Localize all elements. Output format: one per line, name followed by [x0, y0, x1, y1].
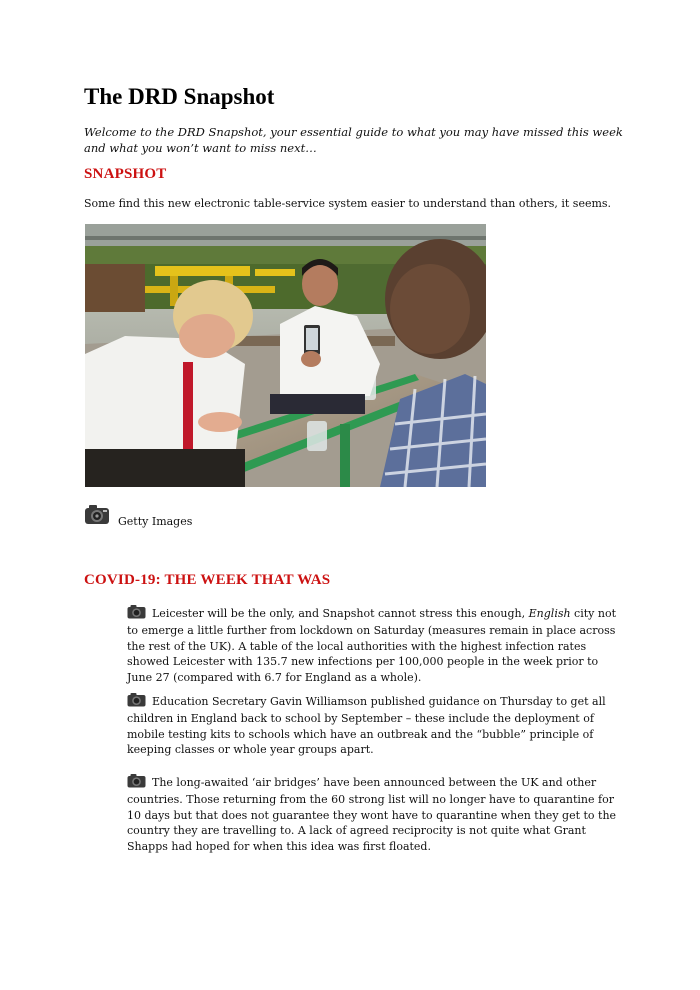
- snapshot-photo: [85, 224, 486, 487]
- covid-item-3: [127, 773, 617, 854]
- document-title: The DRD Snapshot: [84, 84, 275, 109]
- covid-item-1: [127, 604, 617, 685]
- camera-icon: [127, 604, 146, 623]
- credit-text: Getty Images: [118, 515, 193, 528]
- intro-text: Welcome to the DRD Snapshot, your essential guide to what you may have missed this week and what you won’t want to miss next…: [84, 125, 623, 155]
- photo-illustration: [85, 224, 486, 487]
- covid-item-2: [127, 692, 617, 758]
- camera-icon: [127, 692, 146, 711]
- item-1-text-after: city not to emerge a little further from lockdown on Saturday (measures remain in place across the rest of the UK). A table of the local authorities with the highest infection rates showed Leicester with 135.7 new infections per 100,000 people in the week prior to June 27 (compared with 6.7 for England as a whole).: [127, 607, 616, 684]
- snapshot-heading: SNAPSHOT: [84, 166, 167, 182]
- item-1-emphasis: English: [528, 607, 571, 620]
- camera-icon: [84, 503, 110, 529]
- item-1-text-before: Leicester will be the only, and Snapshot cannot stress this enough,: [152, 607, 529, 620]
- camera-icon: [127, 773, 146, 792]
- item-3-text: The long-awaited ‘air bridges’ have been announced between the UK and other countries. Those returning from the 60 strong list will no longer have to quarantine for 10 days but that does not guarantee they wont have to quarantine when they get to the country they are travelling to. A lack of agreed reciprocity is not quite what Grant Shapps had hoped for when this idea was first floated.: [127, 776, 617, 853]
- photo-caption: Some find this new electronic table-service system easier to understand than others, it seems.: [84, 197, 612, 210]
- covid-heading: COVID-19: THE WEEK THAT WAS: [84, 572, 331, 588]
- item-2-text: Education Secretary Gavin Williamson published guidance on Thursday to get all children in England back to school by September – these include the deployment of mobile testing kits to schools which have an outbreak and the “bubble” principle of keeping classes or whole year groups apart.: [127, 695, 606, 757]
